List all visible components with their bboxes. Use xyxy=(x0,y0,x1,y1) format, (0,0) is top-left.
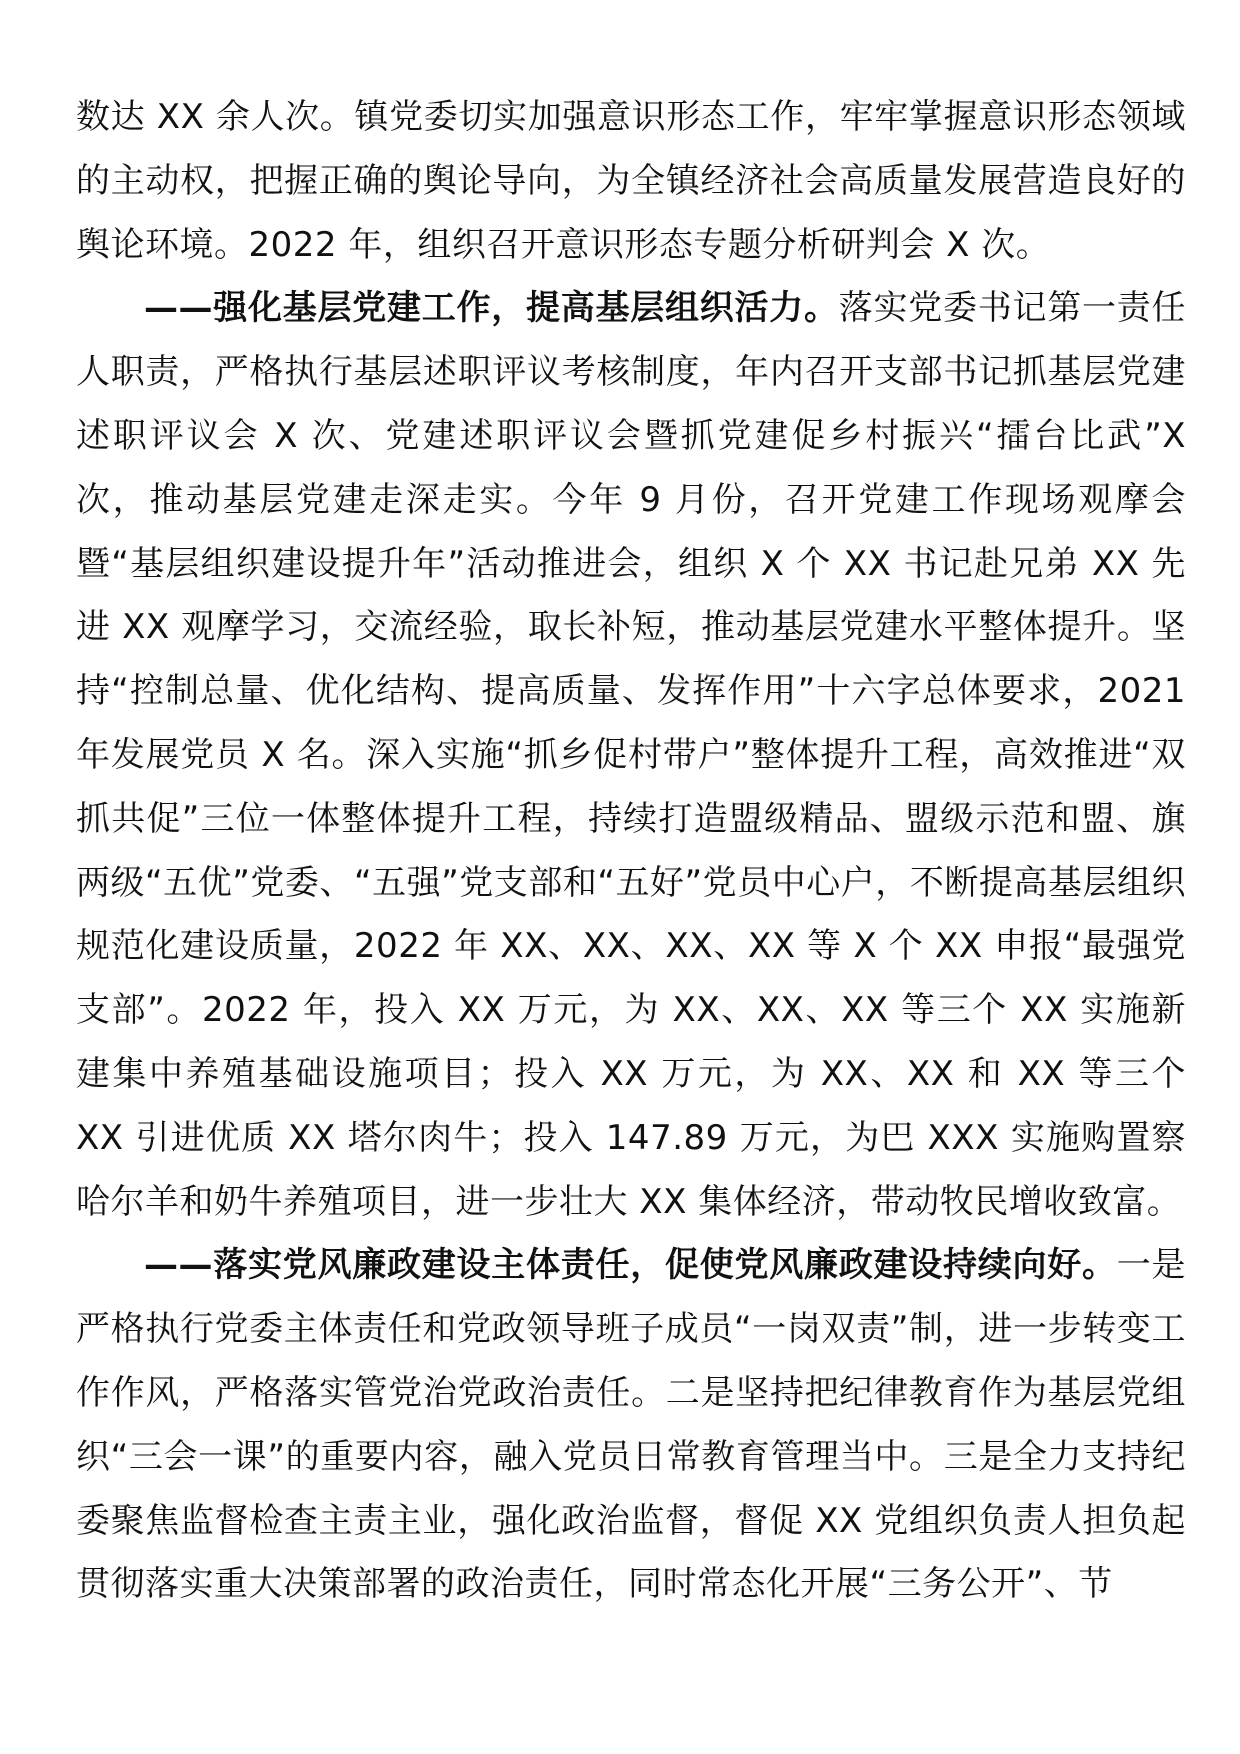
paragraph-text: 一是严格执行党委主体责任和党政领导班子成员“一岗双责”制，进一步转变工作作风，严格落实管党治党政治责任。二是坚持把纪律教育作为基层党组织“三会一课”的重要内容，融入党员日常教育管理当中。三是全力支持纪委聚焦监督检查主责主业，强化政治监督，督促 XX 党组织负责人担负起贯彻落实重大决策部署的政治责任，同时常态化开展“三务公开”、节 xyxy=(76,1245,1186,1605)
paragraph-continuation xyxy=(76,86,1186,277)
paragraph-party-building xyxy=(76,277,1186,1234)
paragraph-text: 落实党委书记第一责任人职责，严格执行基层述职评议考核制度，年内召开支部书记抓基层党建述职评议会 X 次、党建述职评议会暨抓党建促乡村振兴“擂台比武”X 次，推动基层党建走深走实。今年 9 月份，召开党建工作现场观摩会暨“基层组织建设提升年”活动推进会，组织 X 个 XX 书记赴兄弟 XX 先进 XX 观摩学习，交流经验，取长补短，推动基层党建水平整体提升。坚持“控制总量、优化结构、提高质量、发挥作用”十六字总体要求，2021 年发展党员 X 名。深入实施“抓乡促村带户”整体提升工程，高效推进“双抓共促”三位一体整体提升工程，持续打造盟级精品、盟级示范和盟、旗两级“五优”党委、“五强”党支部和“五好”党员中心户，不断提高基层组织规范化建设质量，2022 年 XX、XX、XX、XX 等 X 个 XX 申报“最强党支部”。2022 年，投入 XX 万元，为 XX、XX、XX 等三个 XX 实施新建集中养殖基础设施项目；投入 XX 万元，为 XX、XX 和 XX 等三个 XX 引进优质 XX 塔尔肉牛；投入 147.89 万元，为巴 XXX 实施购置察哈尔羊和奶牛养殖项目，进一步壮大 XX 集体经济，带动牧民增收致富。 xyxy=(76,288,1186,1222)
paragraph-integrity-building xyxy=(76,1234,1186,1617)
document-body xyxy=(76,86,1186,1617)
paragraph-heading: ——落实党风廉政建设主体责任，促使党风廉政建设持续向好。 xyxy=(144,1245,1117,1286)
paragraph-text: 数达 XX 余人次。镇党委切实加强意识形态工作，牢牢掌握意识形态领域的主动权，把握正确的舆论导向，为全镇经济社会高质量发展营造良好的舆论环境。2022 年，组织召开意识形态专题分析研判会 X 次。 xyxy=(76,97,1186,265)
paragraph-heading: ——强化基层党建工作，提高基层组织活力。 xyxy=(144,288,839,329)
